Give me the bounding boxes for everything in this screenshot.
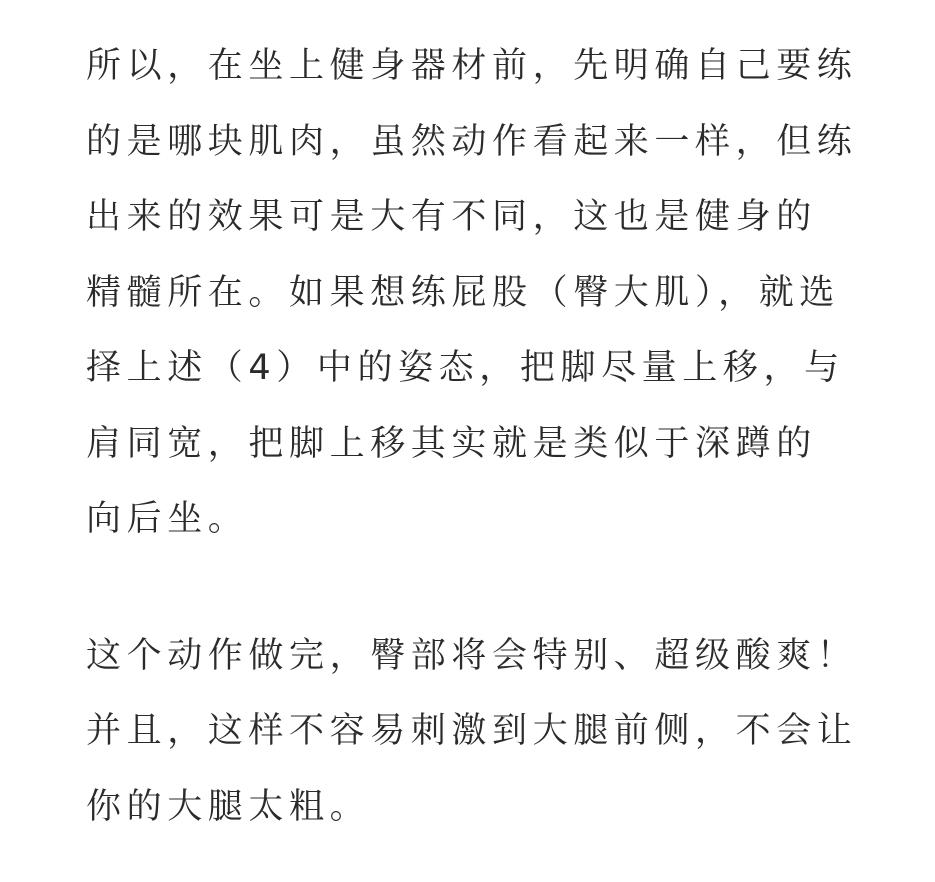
text-line: 所以，在坐上健身器材前，先明确自己要练 [86,46,858,86]
paragraph-result [86,619,861,846]
text-line: 出来的效果可是大有不同，这也是健身的 [86,197,817,237]
text-line: 你的大腿太粗。 [86,786,371,827]
paragraph-leg-press-advice [86,29,861,558]
text-line: 肩同宽，把脚上移其实就是类似于深蹲的 [86,423,817,464]
text-line: 精髓所在。如果想练屁股（臀大肌），就选 [86,272,840,313]
article-body [86,29,861,845]
text-line: 并且，这样不容易刺激到大腿前侧，不会让 [86,711,858,751]
text-line: 的是哪块肌肉，虽然动作看起来一样，但练 [86,121,858,162]
text-line: 向后坐。 [86,499,249,539]
text-line: 择上述（4）中的姿态，把脚尽量上移，与 [86,348,845,388]
text-line: 这个动作做完，臀部将会特别、超级酸爽！ [86,635,858,676]
